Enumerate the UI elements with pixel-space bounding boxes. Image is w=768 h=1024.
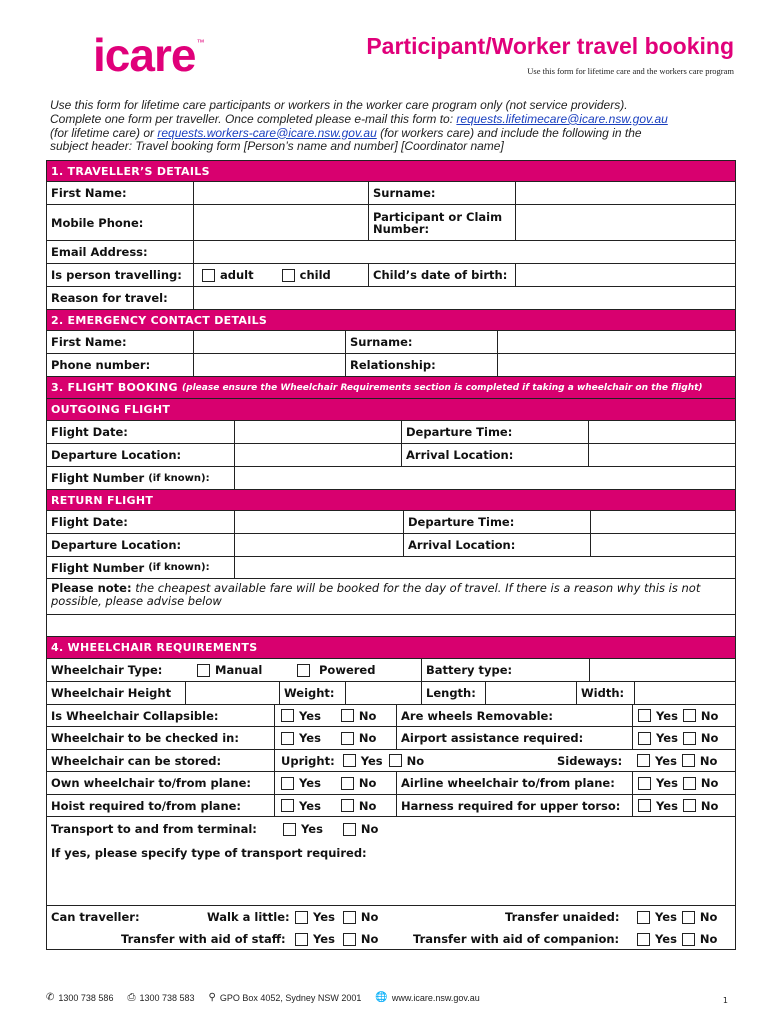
walk-yes-checkbox[interactable]	[295, 911, 308, 924]
label-transfer-companion: Transfer with aid of companion:	[413, 932, 620, 946]
upright-options: Upright: Yes No	[274, 750, 504, 771]
footer	[46, 992, 494, 1003]
upright-no-checkbox[interactable]	[389, 754, 402, 767]
powered-option: Powered	[297, 659, 375, 681]
label-outgoing-flight-number: Flight Number (if known):	[51, 471, 210, 485]
input-outgoing-flight-number[interactable]	[234, 467, 401, 489]
label-emergency-surname: Surname:	[345, 331, 497, 353]
wheels-removable-options: Yes No	[632, 705, 735, 726]
intro-text: Use this form for lifetime care participants or workers in the worker care program only (not service providers). Complete one form per traveller. Once completed please e-mail this form to: requests.lifetimecare@icare.nsw.gov.au (for lifetime care) or requests.workers-care@icare.nsw.gov.au (for workers care) and include the following in the subject header: Travel booking form [Person’s name and number] [Coordinator name]	[50, 98, 668, 154]
input-reason[interactable]	[193, 287, 735, 309]
label-width: Width:	[576, 682, 634, 704]
row-outgoing-location	[47, 444, 735, 467]
transport-yes-checkbox[interactable]	[283, 823, 296, 836]
input-length[interactable]	[485, 682, 576, 704]
row-traveller-name	[47, 182, 735, 205]
row-collapsible	[47, 705, 735, 727]
sideways-yes-checkbox[interactable]	[637, 754, 650, 767]
label-return-flight-number: Flight Number (if known):	[51, 560, 210, 575]
label-length: Length:	[421, 682, 485, 704]
label-reason: Reason for travel:	[51, 291, 168, 305]
page-subtitle: Use this form for lifetime care and the workers care program	[527, 66, 734, 76]
fax-icon: ⎙	[127, 992, 136, 1003]
section-wheelchair-header: 4. WHEELCHAIR REQUIREMENTS	[47, 637, 735, 659]
transfer-staff-yes-checkbox[interactable]	[295, 933, 308, 946]
wheels-removable-no-checkbox[interactable]	[683, 709, 696, 722]
label-walk: Walk a little:	[207, 910, 290, 924]
label-outgoing-departure-time: Departure Time:	[401, 421, 588, 443]
row-outgoing-flight-number	[47, 467, 735, 490]
adult-checkbox[interactable]	[202, 269, 215, 282]
own-wheelchair-options: Yes No	[274, 772, 396, 794]
transfer-unaided-yes-checkbox[interactable]	[637, 911, 650, 924]
row-return-flight-number	[47, 557, 735, 579]
transfer-companion-options: Yes No	[637, 928, 717, 950]
row-emergency-phone	[47, 354, 735, 377]
input-weight[interactable]	[345, 682, 421, 704]
hoist-yes-checkbox[interactable]	[281, 799, 294, 812]
footer-fax: 1300 738 583	[139, 992, 195, 1003]
label-child-dob: Child’s date of birth:	[368, 264, 515, 286]
row-wheelchair-type	[47, 659, 735, 682]
airport-assistance-yes-checkbox[interactable]	[638, 732, 651, 745]
wheels-removable-yes-checkbox[interactable]	[638, 709, 651, 722]
input-child-dob[interactable]	[515, 264, 735, 286]
section-emergency-contact-header: 2. EMERGENCY CONTACT DETAILS	[47, 310, 735, 331]
label-harness: Harness required for upper torso:	[396, 795, 632, 816]
input-email[interactable]	[193, 241, 735, 263]
airline-wheelchair-no-checkbox[interactable]	[683, 777, 696, 790]
input-outgoing-flight-date[interactable]	[234, 421, 401, 443]
row-transport	[47, 817, 735, 906]
transfer-unaided-options: Yes No	[637, 906, 717, 928]
manual-checkbox[interactable]	[197, 664, 210, 677]
label-collapsible: Is Wheelchair Collapsible:	[51, 708, 219, 723]
please-note-text: Please note: the cheapest available fare will be booked for the day of travel. If there is a reason why this is not possible, please advise below	[51, 581, 701, 608]
walk-options: Yes No	[295, 906, 378, 928]
collapsible-yes-checkbox[interactable]	[281, 709, 294, 722]
icare-logo: icare ™	[93, 29, 205, 81]
globe-icon: 🌐	[375, 992, 388, 1003]
label-airline-wheelchair: Airline wheelchair to/from plane:	[396, 772, 632, 794]
input-emergency-first-name[interactable]	[193, 331, 345, 353]
transfer-companion-yes-checkbox[interactable]	[637, 933, 650, 946]
harness-options: Yes No	[632, 795, 735, 816]
row-please-note	[47, 579, 735, 615]
manual-option: Manual	[197, 659, 262, 681]
page-number: 1	[722, 996, 728, 1005]
label-can-traveller: Can traveller:	[51, 910, 140, 924]
input-traveller-first-name[interactable]	[193, 182, 368, 204]
label-transfer-staff: Transfer with aid of staff:	[121, 932, 286, 946]
sideways-no-checkbox[interactable]	[682, 754, 695, 767]
input-width[interactable]	[634, 682, 735, 704]
input-relationship[interactable]	[497, 354, 735, 376]
label-outgoing-arrival-location: Arrival Location:	[401, 444, 588, 466]
label-wheels-removable: Are wheels Removable:	[396, 705, 632, 726]
label-emergency-first-name: First Name:	[51, 335, 127, 349]
sideways-options: Yes No	[637, 750, 735, 771]
label-return-arrival-location: Arrival Location:	[403, 534, 590, 556]
label-airport-assistance: Airport assistance required:	[396, 727, 632, 749]
label-return-flight-date: Flight Date:	[51, 515, 128, 529]
label-outgoing-departure-location: Departure Location:	[51, 448, 182, 462]
hoist-options: Yes No	[274, 795, 396, 816]
section-travellers-details-header: 1. TRAVELLER’S DETAILS	[47, 161, 735, 182]
row-return-date	[47, 511, 735, 534]
child-label: child	[299, 268, 331, 282]
row-return-location	[47, 534, 735, 557]
label-return-departure-time: Departure Time:	[403, 511, 590, 533]
transport-options: Yes No	[283, 819, 378, 839]
footer-address: GPO Box 4052, Sydney NSW 2001	[219, 992, 362, 1003]
label-mobile-phone: Mobile Phone:	[51, 215, 144, 230]
upright-yes-checkbox[interactable]	[343, 754, 356, 767]
label-battery-type: Battery type:	[421, 659, 589, 681]
label-email: Email Address:	[51, 245, 148, 259]
input-return-departure-time[interactable]	[590, 511, 735, 533]
label-transfer-unaided: Transfer unaided:	[505, 910, 620, 924]
input-return-flight-number[interactable]	[234, 557, 403, 578]
page-title: Participant/Worker travel booking	[366, 33, 734, 59]
label-surname: Surname:	[368, 182, 515, 204]
label-wheelchair-height: Wheelchair Height	[51, 686, 172, 700]
row-hoist	[47, 795, 735, 817]
input-transport-type[interactable]	[51, 865, 731, 903]
input-wheelchair-height[interactable]	[185, 682, 279, 704]
input-emergency-phone[interactable]	[193, 354, 345, 376]
child-checkbox[interactable]	[282, 269, 295, 282]
label-relationship: Relationship:	[345, 354, 497, 376]
walk-no-checkbox[interactable]	[343, 911, 356, 924]
label-weight: Weight:	[279, 682, 345, 704]
row-checked-in	[47, 727, 735, 750]
lifetime-care-email-link[interactable]: requests.lifetimecare@icare.nsw.gov.au	[456, 111, 668, 126]
label-hoist: Hoist required to/from plane:	[51, 798, 242, 813]
airport-assistance-options: Yes No	[632, 727, 735, 749]
adult-label: adult	[220, 268, 254, 282]
input-fare-reason[interactable]	[47, 615, 735, 636]
row-emergency-name	[47, 331, 735, 354]
harness-yes-checkbox[interactable]	[638, 799, 651, 812]
input-battery-type[interactable]	[589, 659, 735, 681]
outgoing-flight-header: OUTGOING FLIGHT	[47, 399, 735, 421]
row-own-wheelchair	[47, 772, 735, 795]
collapsible-options: Yes No	[274, 705, 396, 726]
label-first-name: First Name:	[51, 186, 127, 200]
input-return-arrival-location[interactable]	[590, 534, 735, 556]
label-wheelchair-type: Wheelchair Type:	[51, 663, 163, 677]
transfer-unaided-no-checkbox[interactable]	[682, 911, 695, 924]
label-emergency-phone: Phone number:	[51, 358, 151, 372]
label-transport-specify: If yes, please specify type of transport required:	[51, 846, 367, 860]
input-traveller-surname[interactable]	[515, 182, 735, 204]
collapsible-no-checkbox[interactable]	[341, 709, 354, 722]
label-stored: Wheelchair can be stored:	[51, 753, 222, 768]
row-travelling	[47, 264, 735, 287]
own-wheelchair-no-checkbox[interactable]	[341, 777, 354, 790]
input-outgoing-arrival-location[interactable]	[588, 444, 735, 466]
input-claim-number[interactable]	[515, 205, 735, 240]
row-can-traveller	[47, 906, 735, 950]
label-return-departure-location: Departure Location:	[51, 538, 182, 552]
row-mobile-claim	[47, 205, 735, 241]
label-own-wheelchair: Own wheelchair to/from plane:	[51, 776, 252, 790]
checked-in-options: Yes No	[274, 727, 396, 749]
input-outgoing-departure-location[interactable]	[234, 444, 401, 466]
label-outgoing-flight-date: Flight Date:	[51, 425, 128, 439]
airline-wheelchair-options: Yes No	[632, 772, 735, 794]
row-wheelchair-dimensions	[47, 682, 735, 705]
powered-checkbox[interactable]	[297, 664, 310, 677]
footer-website-link[interactable]: www.icare.nsw.gov.au	[391, 992, 480, 1003]
transfer-companion-no-checkbox[interactable]	[682, 933, 695, 946]
checked-in-yes-checkbox[interactable]	[281, 732, 294, 745]
transfer-staff-no-checkbox[interactable]	[343, 933, 356, 946]
transfer-staff-options: Yes No	[295, 928, 378, 950]
input-mobile-phone[interactable]	[193, 205, 368, 240]
row-outgoing-date	[47, 421, 735, 444]
input-outgoing-departure-time[interactable]	[588, 421, 735, 443]
label-is-person-travelling: Is person travelling:	[51, 268, 182, 282]
travelling-options	[193, 264, 368, 286]
hoist-no-checkbox[interactable]	[341, 799, 354, 812]
own-wheelchair-yes-checkbox[interactable]	[281, 777, 294, 790]
airport-assistance-no-checkbox[interactable]	[683, 732, 696, 745]
label-transport: Transport to and from terminal:	[51, 822, 257, 836]
return-flight-header: RETURN FLIGHT	[47, 490, 735, 511]
row-reason	[47, 287, 735, 310]
phone-icon: ✆	[46, 992, 55, 1003]
airline-wheelchair-yes-checkbox[interactable]	[638, 777, 651, 790]
input-return-flight-date[interactable]	[234, 511, 403, 533]
label-claim-number: Participant or Claim Number:	[368, 205, 515, 240]
section-flight-booking-header: 3. FLIGHT BOOKING (please ensure the Wheelchair Requirements section is completed if taking a wheelchair on the flight)	[47, 377, 735, 399]
input-return-departure-location[interactable]	[234, 534, 403, 556]
harness-no-checkbox[interactable]	[683, 799, 696, 812]
checked-in-no-checkbox[interactable]	[341, 732, 354, 745]
label-sideways: Sideways:	[557, 753, 623, 768]
row-email	[47, 241, 735, 264]
location-pin-icon: ⚲	[208, 992, 216, 1003]
transport-no-checkbox[interactable]	[343, 823, 356, 836]
travel-booking-form	[46, 160, 736, 950]
input-emergency-surname[interactable]	[497, 331, 735, 353]
workers-care-email-link[interactable]: requests.workers-care@icare.nsw.gov.au	[157, 125, 377, 140]
row-stored	[47, 750, 735, 772]
footer-phone: 1300 738 586	[58, 992, 114, 1003]
row-note-answer	[47, 615, 735, 637]
label-checked-in: Wheelchair to be checked in:	[51, 731, 239, 745]
